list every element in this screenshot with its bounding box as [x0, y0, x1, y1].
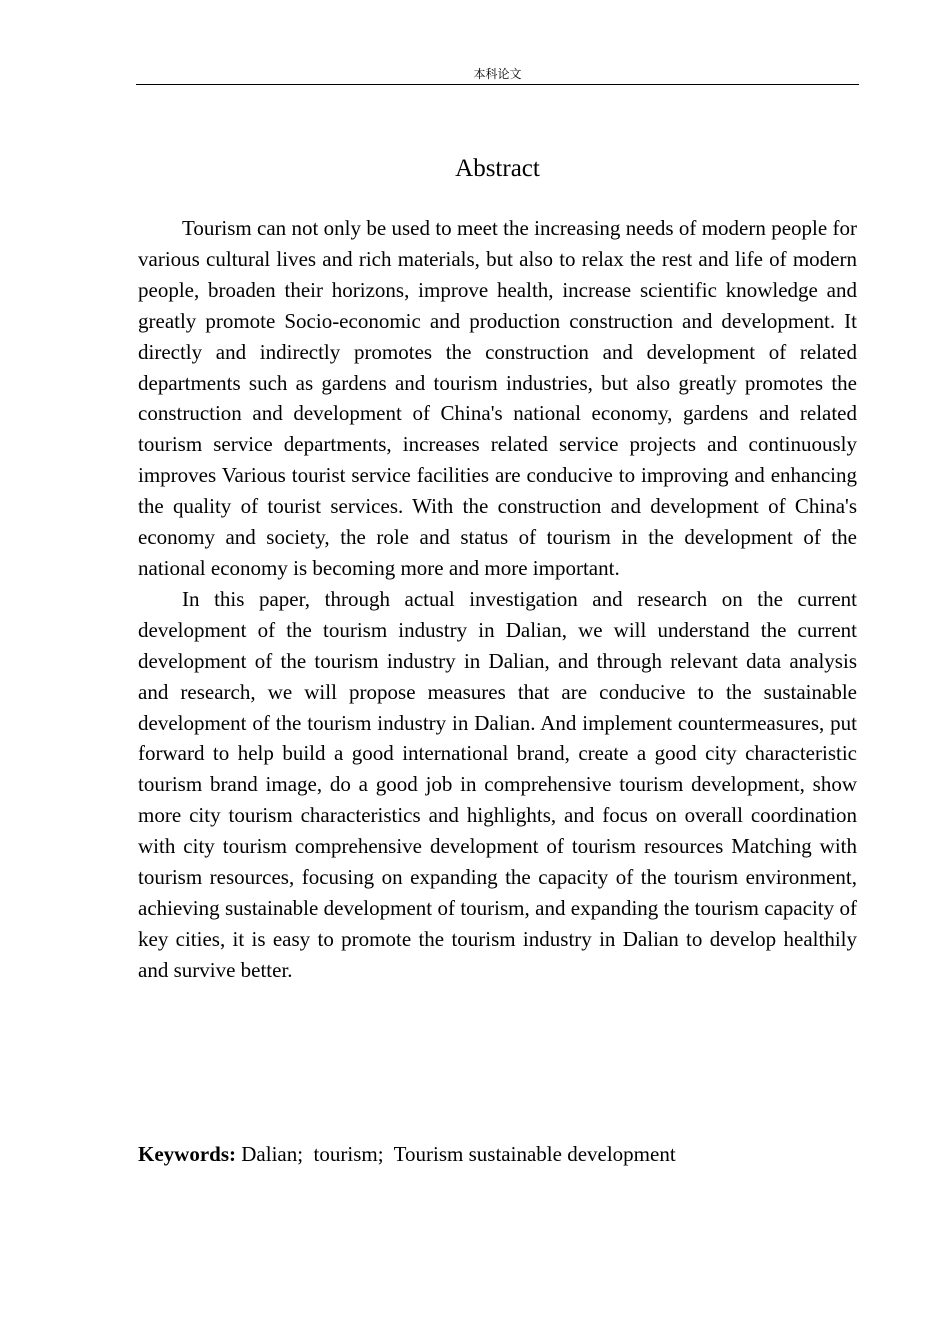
keywords-label: Keywords:	[138, 1142, 236, 1166]
running-header: 本科论文	[136, 64, 859, 85]
abstract-body	[138, 213, 857, 986]
keywords-text: Dalian; tourism; Tourism sustainable development	[236, 1142, 676, 1166]
keywords-line	[138, 1139, 857, 1169]
abstract-paragraph-2: In this paper, through actual investigation and research on the current development of the tourism industry in Dalian, we will understand the current development of the tourism industry in Dalian, and through relevant data analysis and research, we will propose measures that are conducive to the sustainable development of the tourism industry in Dalian. And implement countermeasures, put forward to help build a good international brand, create a good city characteristic tourism brand image, do a good job in comprehensive tourism development, show more city tourism characteristics and highlights, and focus on overall coordination with city tourism comprehensive development of tourism resources Matching with tourism resources, focusing on expanding the capacity of the tourism environment, achieving sustainable development of tourism, and expanding the tourism capacity of key cities, it is easy to promote the tourism industry in Dalian to develop healthily and survive better.	[138, 586, 857, 982]
abstract-title: Abstract	[455, 155, 540, 182]
abstract-paragraph-1: Tourism can not only be used to meet the increasing needs of modern people for various cultural lives and rich materials, but also to relax the rest and life of modern people, broaden their horizons, improve health, increase scientific knowledge and greatly promote Socio-economic and production construction and development. It directly and indirectly promotes the construction and development of related departments such as gardens and tourism industries, but also greatly promotes the construction and development of China's national economy, gardens and related tourism service departments, increases related service projects and continuously improves Various tourist service facilities are conducive to improving and enhancing the quality of tourist services. With the construction and development of China's economy and society, the role and status of tourism in the development of the national economy is becoming more and more important.	[138, 216, 857, 580]
